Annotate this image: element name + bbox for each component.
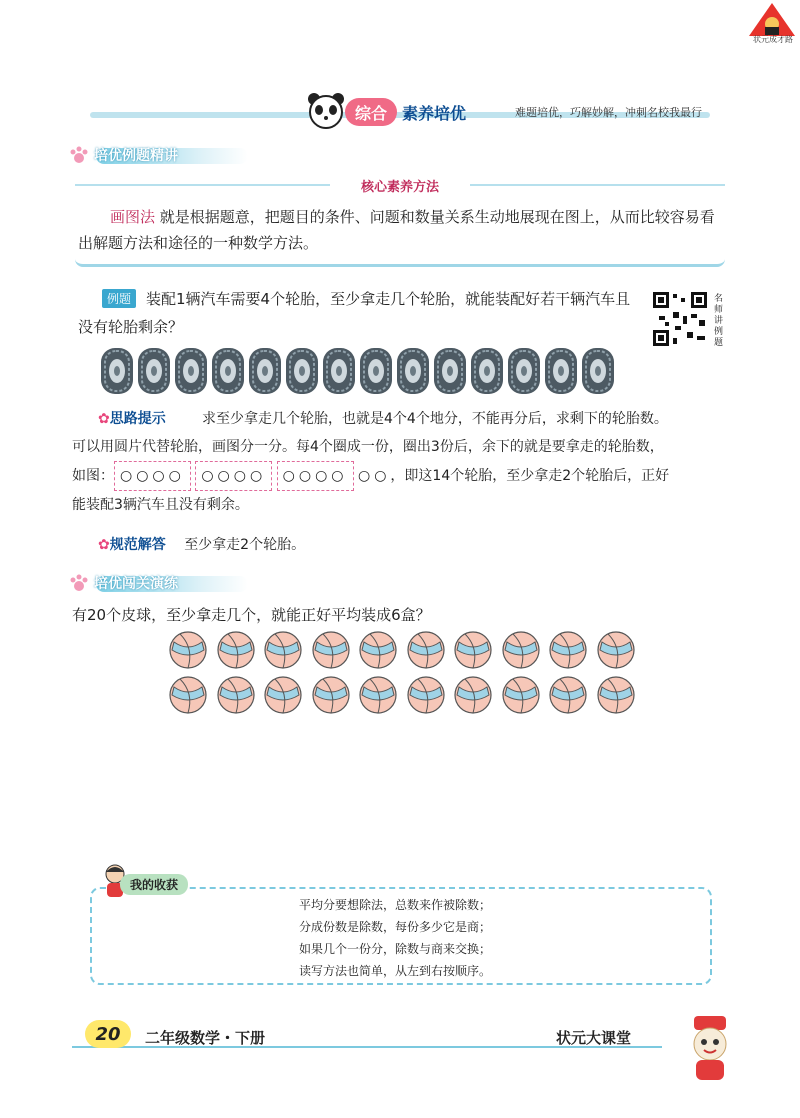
tire-icon [507, 347, 541, 395]
section-header-practice [68, 572, 248, 594]
circle-group: ○○○○ [277, 461, 354, 491]
mascot-icon [680, 1010, 740, 1085]
tire-icon [211, 347, 245, 395]
paw-icon [68, 144, 90, 166]
example-text: 装配1辆汽车需要4个轮胎，至少拿走几个轮胎，就能装配好若干辆汽车且没有轮胎剩余？ [78, 290, 631, 336]
tire-icon [137, 347, 171, 395]
paw-icon [68, 572, 90, 594]
tire-icon [174, 347, 208, 395]
practice-question: 有20个皮球，至少拿走几个，就能正好平均装成6盒？ [72, 606, 431, 624]
tire-icon [359, 347, 393, 395]
method-header: 核心素养方法 [330, 176, 470, 195]
tire-icon [396, 347, 430, 395]
circle-group: ○○○○ [195, 461, 272, 491]
ball-icon [501, 630, 541, 670]
tire-icon [322, 347, 356, 395]
tire-icon [248, 347, 282, 395]
section-title: 培优例题精讲 [94, 148, 178, 164]
banner-badge: 综合 [345, 98, 397, 126]
poem-line: 平均分要想除法，总数来作被除数； [299, 898, 492, 912]
hint-label: 思路提示 [109, 411, 166, 427]
ball-icon [548, 630, 588, 670]
ball-icon [453, 675, 493, 715]
answer-label: 规范解答 [109, 537, 166, 553]
ball-icon [263, 630, 303, 670]
circle-group: ○○○○ [114, 461, 191, 491]
corner-logo-text: 状元成才路 [753, 35, 793, 44]
method-term: 画图法 [110, 208, 156, 226]
ball-icon [216, 675, 256, 715]
ball-icon [216, 630, 256, 670]
ball-icon [596, 630, 636, 670]
hint-line2: 可以用圆片代替轮胎，画图分一分。每4个圈成一份，圈出3份后，余下的就是要拿走的轮胎数， [72, 439, 664, 455]
ball-icon [358, 675, 398, 715]
ball-icon [453, 630, 493, 670]
page-number: 20 [85, 1020, 131, 1048]
ball-icon [358, 630, 398, 670]
hint-body [72, 405, 732, 519]
tire-icon [581, 347, 615, 395]
ball-icon [501, 675, 541, 715]
method-text: 就是根据题意，把题目的条件、问题和数量关系生动地展现在图上，从而比较容易看出解题方法和途径的一种数学方法。 [78, 208, 715, 252]
tire-icon [285, 347, 319, 395]
ball-icon [311, 675, 351, 715]
ball-icon [596, 675, 636, 715]
tire-icon [544, 347, 578, 395]
tire-icon [100, 347, 134, 395]
section-header-examples [68, 144, 248, 166]
ball-icon [168, 630, 208, 670]
example-tag: 例题 [102, 289, 136, 308]
answer-text: 至少拿走2个轮胎。 [184, 537, 306, 553]
poem-line: 如果几个一份分，除数与商来交换； [299, 942, 492, 956]
hint-line4: 能装配3辆汽车且没有剩余。 [72, 497, 249, 513]
section-title: 培优闯关演练 [94, 576, 178, 592]
ball-icon [311, 630, 351, 670]
ball-icon [263, 675, 303, 715]
tire-row [100, 347, 620, 397]
answer-line [98, 534, 305, 554]
tire-icon [470, 347, 504, 395]
panda-icon [305, 90, 347, 132]
flower-icon: ✿ [98, 411, 110, 427]
poem-line: 分成份数是除数，每份多少它是商； [299, 920, 492, 934]
tire-icon [433, 347, 467, 395]
banner-title: 素养培优 [402, 104, 467, 123]
ball-icon [406, 675, 446, 715]
footer-book-title: 二年级数学・下册 [145, 1029, 266, 1047]
ball-grid [168, 630, 638, 720]
harvest-poem [299, 894, 491, 982]
qr-code-icon[interactable] [651, 290, 709, 348]
hint-line1: 求至少拿走几个轮胎，也就是4个4个地分，不能再分后，求剩下的轮胎数。 [202, 411, 668, 427]
poem-line: 读写方法也简单，从左到右按顺序。 [299, 964, 492, 978]
flower-icon: ✿ [98, 537, 110, 553]
circle-remainder: ○○ [357, 468, 391, 484]
ball-icon [548, 675, 588, 715]
method-body [78, 204, 718, 256]
harvest-tag: 我的收获 [120, 874, 188, 895]
footer-brand: 状元大课堂 [556, 1029, 632, 1047]
qr-caption: 名师讲例题 [714, 294, 724, 348]
hint-line3: 如图： ○○○○ ○○○○ ○○○○ ○○，即这14个轮胎，至少拿走2个轮胎后，正好 [72, 461, 732, 491]
banner-subtitle: 难题培优，巧解妙解，冲刺名校我最行 [515, 106, 702, 119]
ball-icon [168, 675, 208, 715]
ball-icon [406, 630, 446, 670]
